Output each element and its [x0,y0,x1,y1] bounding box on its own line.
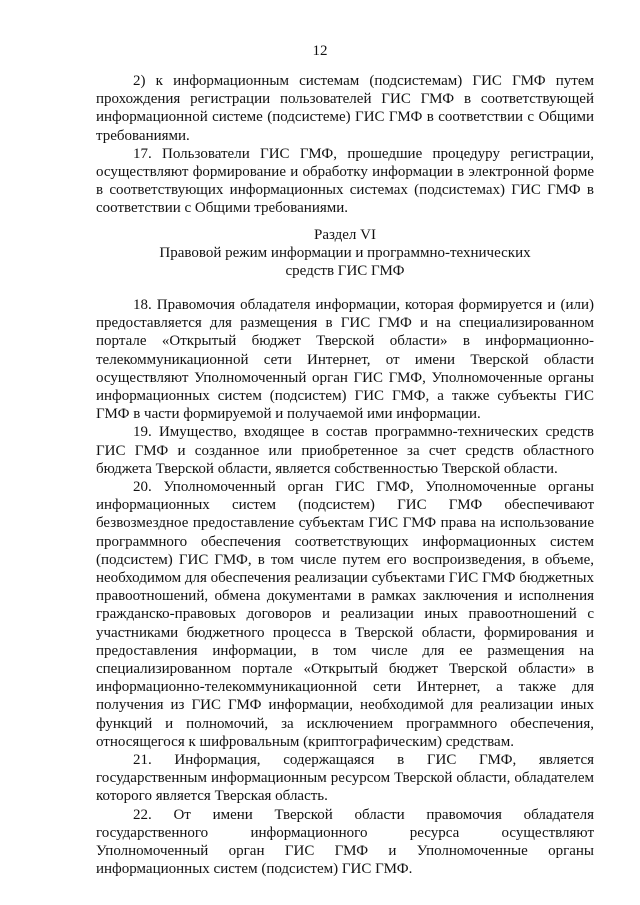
section-label: Раздел VI [313,227,376,243]
paragraph-20-software-rights: 20. Уполномоченный орган ГИС ГМФ, Уполномоченные органы информационных систем (подсистем) ГИС ГМФ обеспечивают безвозмездное предоставление субъектам ГИС ГМФ права на использование программного обеспечения соответствующих информационных систем (подсистем) ГИС ГМФ, в том числе путем его воспроизведения, в объеме, необходимом для обеспечения реализации субъектами ГИС ГМФ бюджетных правоотношений, обмена документами в рамках заключения и исполнения гражданско-правовых договоров и реализации иных правоотношений с участниками бюджетного процесса в Тверской области, формирования и предоставления информации, в том числе для ее размещения на специализированном портале «Открытый бюджет Тверской области» в информационно-телекоммуникационной сети Интернет, а также для получения из ГИС ГМФ информации, необходимой для реализации иных функций и полномочий, за исключением программного обеспечения, относящегося к шифровальным (криптографическим) средствам. [96,479,594,750]
paragraph-22-resource-owner: 22. От имени Тверской области правомочия обладателя государственного информационного ресурса осуществляют Уполномоченный орган ГИС ГМФ и Уполномоченные органы информационных систем (подсистем) ГИС ГМФ. [96,806,594,878]
paragraph-21-information-resource: 21. Информация, содержащаяся в ГИС ГМФ, является государственным информационным ресурсом Тверской области, обладателем которого является Тверская область. [96,752,594,805]
paragraph-17-users: 17. Пользователи ГИС ГМФ, прошедшие процедуру регистрации, осуществляют формирование и обработку информации в электронной форме в соответствующих информационных системах (подсистемах) ГИС ГМФ в соответствии с Общими требованиями. [96,145,594,217]
paragraph-2-registration: 2) к информационным системам (подсистемам) ГИС ГМФ путем прохождения регистрации пользователей ГИС ГМФ в соответствующей информационной системе (подсистеме) ГИС ГМФ в соответствии с Общими требованиями. [96,73,594,144]
paragraph-19-property: 19. Имущество, входящее в состав программно-технических средств ГИС ГМФ и созданное или приобретенное за счет средств областного бюджета Тверской области, является собственностью Тверской области. [96,424,594,477]
top-text-block [96,72,594,218]
section-text-block [96,296,594,879]
section-title-line-1: Правовой режим информации и программно-технических [159,245,531,262]
section-heading [96,226,594,281]
page-number: 12 [312,43,328,59]
paragraph-18-rights: 18. Правомочия обладателя информации, которая формируется и (или) предоставляется для размещения в ГИС ГМФ и на специализированном портале «Открытый бюджет Тверской области» в информационно-телекоммуникационной сети Интернет, от имени Тверской области осуществляют Уполномоченный орган ГИС ГМФ, Уполномоченные органы информационных систем (подсистем) ГИС ГМФ, а также субъекты ГИС ГМФ в части формируемой и получаемой ими информации. [96,297,594,423]
section-title-line-2: средств ГИС ГМФ [285,263,405,280]
